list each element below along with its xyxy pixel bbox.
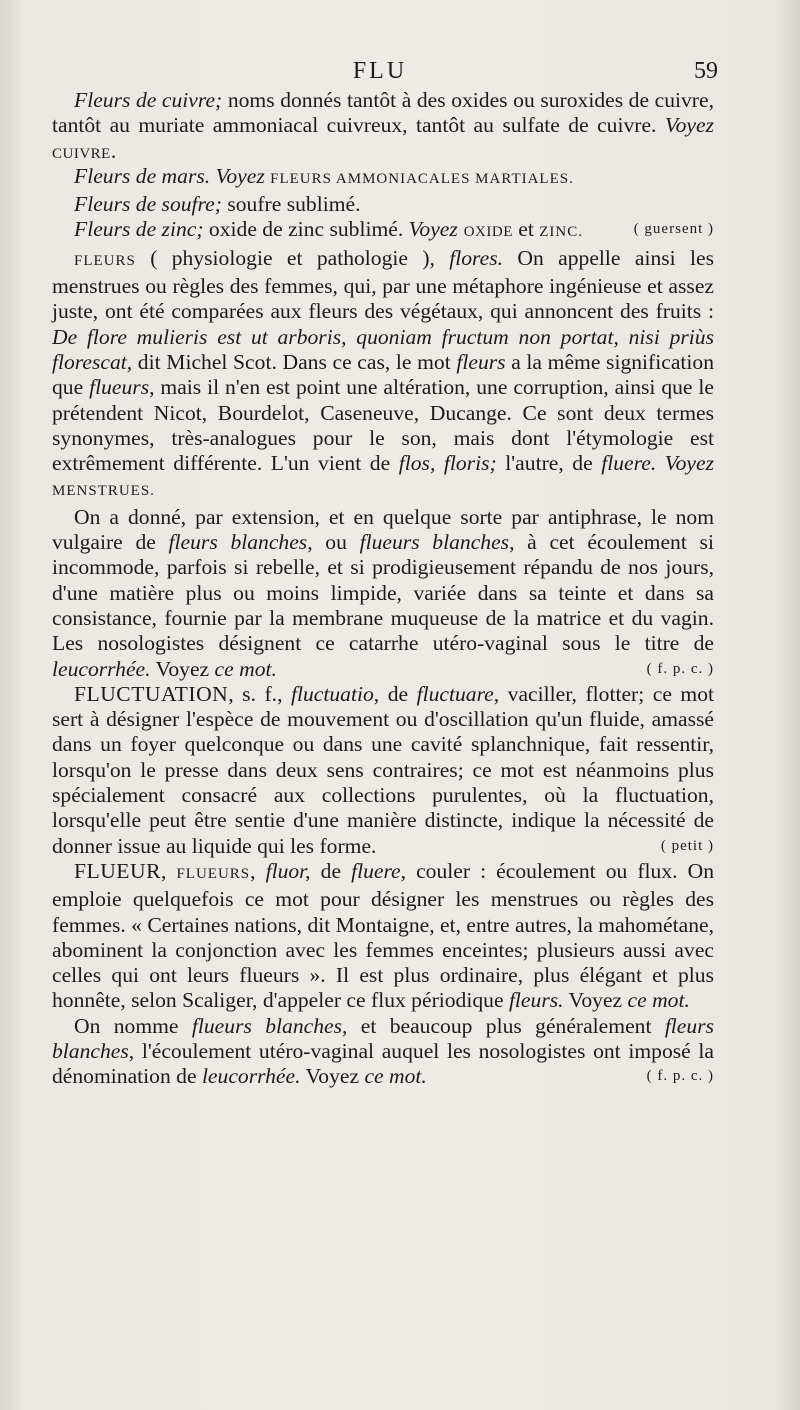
italic-term: flos, floris; bbox=[398, 451, 497, 476]
cross-reference: ce mot. bbox=[214, 656, 277, 681]
see-also-label: Voyez bbox=[408, 217, 458, 242]
author-signature: ( f. p. c. ) bbox=[646, 1068, 714, 1085]
latin-term: fluor, bbox=[265, 858, 311, 883]
running-head: FLU bbox=[352, 58, 408, 84]
cross-reference: FLEURS AMMONIACALES MARTIALES. bbox=[270, 170, 574, 187]
entry-text: noms donnés tantôt à des oxides ou suroxides de cuivre, tantôt au muriate ammoniacal cuivreux, tantôt au sulfate de cuivre. bbox=[52, 88, 714, 138]
entry-text: Voyez bbox=[150, 656, 215, 681]
latin-term: fluctuatio bbox=[291, 681, 374, 706]
entry-variant: FLUEURS bbox=[176, 865, 251, 882]
paragraph-flueurs-blanches bbox=[52, 1014, 714, 1090]
cross-reference: ce mot. bbox=[627, 988, 690, 1013]
entry-text: , vaciller, flotter; ce mot sert à désigner l'espèce de mouvement ou d'oscillation qu'un fluide, amassé dans un foyer quelconque ou dans une cavité splanchnique, fait ressentir, lorsqu'on le presse dans deux sens contraires; ce mot est néanmoins plus spécialement consacré aux collections purulentes, où la fluctuation, lorsqu'elle peut être sentie d'une manière distincte, indique la nécessité de donner issue au liquide qui les forme. bbox=[52, 681, 715, 858]
entry-text: On appelle ainsi les menstrues ou règles des femmes, qui, par une métaphore ingénieuse et assez juste, ont été comparées aux fleurs des végétaux, qui annoncent des fruits : bbox=[52, 245, 714, 324]
entry-text: , de bbox=[373, 681, 417, 706]
entry-fleurs-physiologie bbox=[52, 246, 714, 505]
entry-text: , l'écoulement utéro-vaginal auquel les nosologistes ont imposé la dénomination de bbox=[52, 1038, 714, 1089]
page-number: 59 bbox=[694, 58, 718, 84]
entry-fleurs-de-zinc bbox=[52, 217, 714, 245]
latin-quote: De flore mulieris est ut arboris, quoniam fructum non portat, nisi priùs florescat, bbox=[52, 324, 714, 374]
entry-fluctuation bbox=[52, 682, 714, 859]
cross-reference: cuivre. bbox=[52, 138, 117, 163]
see-also-label: Voyez bbox=[215, 163, 265, 188]
italic-term: fleurs bbox=[456, 349, 506, 374]
entry-text: On a donné, par extension, et en quelque sorte par antiphrase, le nom vulgaire de bbox=[52, 504, 714, 555]
entry-term: Fleurs de zinc; bbox=[74, 217, 204, 242]
entry-text: a la même signification que bbox=[52, 349, 714, 400]
page-header bbox=[50, 58, 718, 88]
italic-term: leucorrhée. bbox=[201, 1064, 301, 1089]
entry-term: Fleurs de cuivre; bbox=[74, 88, 223, 112]
see-also-label: Voyez bbox=[664, 113, 714, 138]
cross-reference: ZINC. bbox=[539, 224, 583, 241]
entry-text: oxide de zinc sublimé. bbox=[203, 217, 409, 242]
entry-fleurs-de-cuivre bbox=[52, 88, 714, 164]
italic-term: fleurs. bbox=[508, 988, 564, 1013]
italic-term: fleurs blanches bbox=[168, 530, 308, 555]
entry-text: Voyez bbox=[563, 988, 628, 1013]
italic-term: fleurs blanches bbox=[52, 1013, 714, 1063]
italic-term: flueurs blanches bbox=[191, 1013, 342, 1038]
page-body bbox=[52, 88, 714, 1090]
entry-fleurs-de-soufre bbox=[52, 192, 714, 217]
entry-headword: FLEURS bbox=[74, 252, 136, 269]
entry-text: Voyez bbox=[300, 1064, 365, 1089]
entry-text: de bbox=[310, 858, 352, 883]
entry-headword: FLUCTUATION bbox=[74, 681, 229, 706]
italic-term: leucorrhée. bbox=[52, 656, 151, 681]
entry-text: soufre sublimé. bbox=[221, 192, 361, 217]
latin-term: fluctuare bbox=[416, 681, 494, 706]
entry-text: , s. f., bbox=[228, 681, 291, 706]
entry-flueur bbox=[52, 859, 714, 1014]
entry-text: , bbox=[250, 858, 266, 883]
entry-text: , à cet écoulement si incommode, parfois si rebelle, et si prodigieusement répandu de nos jours, d'une matière plus ou moins limpide, variée dans sa teinte et dans sa consistance, fournie par la membrane muqueuse de la matrice et du vagin. Les nosologistes désignent ce catarrhe utéro-vaginal sous le titre de bbox=[52, 530, 714, 656]
entry-text: ( physiologie et pathologie ), bbox=[135, 245, 450, 270]
entry-text: et bbox=[512, 217, 540, 242]
entry-text: , ou bbox=[307, 530, 360, 555]
entry-text: dit Michel Scot. Dans ce cas, le mot bbox=[132, 349, 457, 374]
cross-reference: oxide bbox=[457, 217, 513, 242]
italic-term: flueurs bbox=[89, 375, 150, 400]
entry-text: On nomme bbox=[74, 1013, 192, 1038]
latin-term: fluere, bbox=[351, 858, 407, 883]
entry-text: , mais il n'en est point une altération, une corruption, ainsi que le prétendent Nicot, Bourdelot, Caseneuve, Ducange. Ce sont deux termes synonymes, très-analogues pour le son, mais dont l'étymologie est extrêmement différente. L'un vient de bbox=[52, 375, 715, 476]
entry-text: l'autre, de bbox=[496, 451, 602, 476]
entry-term: Fleurs de soufre; bbox=[74, 192, 222, 217]
cross-reference: MENSTRUES. bbox=[52, 483, 155, 500]
paragraph-fleurs-blanches bbox=[52, 505, 714, 682]
see-also-label: Voyez bbox=[656, 451, 714, 476]
entry-text: , et beaucoup plus généralement bbox=[342, 1013, 665, 1038]
entry-headword: FLUEUR bbox=[74, 858, 161, 883]
latin-term: flores. bbox=[449, 245, 504, 270]
author-signature: ( f. p. c. ) bbox=[646, 660, 714, 677]
entry-fleurs-de-mars bbox=[52, 164, 714, 192]
entry-text: couler : écoulement ou flux. On emploie quelquefois ce mot pour désigner les menstrues ou règles des femmes. « Certaines nations, dit Montaigne, et, entre autres, la mahométane, abominent la conjonction avec les femmes enceintes; plusieurs aussi avec celles qui ont leurs flueurs ». Il est plus ordinaire, plus élégant et plus honnête, selon Scaliger, d'appeler ce flux périodique bbox=[52, 858, 715, 1013]
italic-term: flueurs blanches bbox=[359, 530, 510, 555]
italic-term: fluere. bbox=[601, 451, 657, 476]
cross-reference: ce mot. bbox=[364, 1064, 427, 1089]
author-signature: ( petit ) bbox=[660, 837, 714, 854]
entry-text: , bbox=[160, 858, 177, 883]
entry-term: Fleurs de mars. bbox=[74, 163, 211, 188]
author-signature: ( guersent ) bbox=[633, 221, 714, 238]
